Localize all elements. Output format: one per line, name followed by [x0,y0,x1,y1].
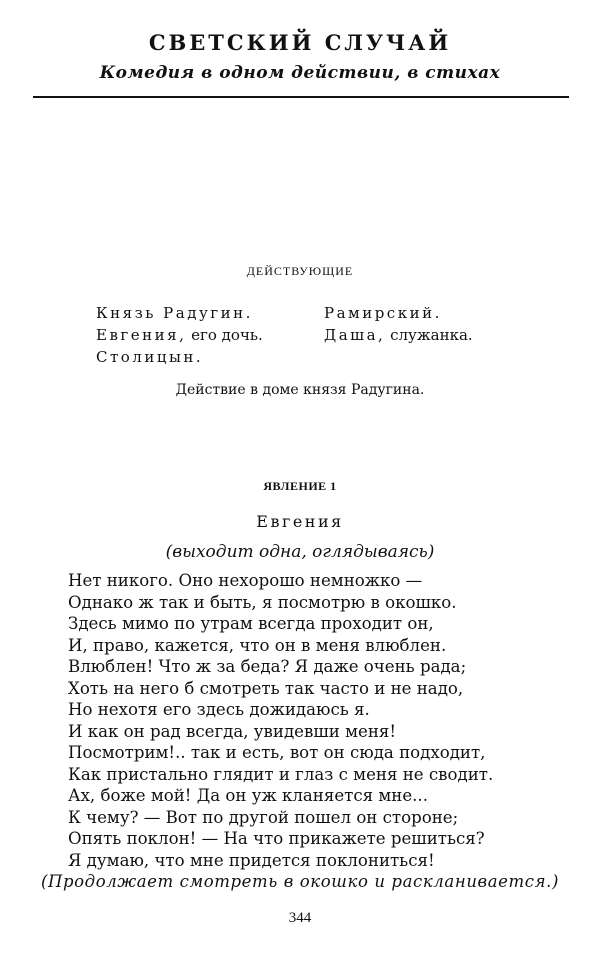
play-subtitle: Комедия в одном действии, в стихах [99,63,501,83]
page-number: 344 [288,910,312,926]
verse-line: Ах, боже мой! Да он уж кланяется мне... [68,786,428,805]
title-divider [33,96,569,98]
closing-stage-direction: (Продолжает смотреть в окошко и раскланивается.) [40,872,560,891]
verse-line: Опять поклон! — На что прикажете решиться? [68,829,485,848]
cast-name: Евгения, [96,326,187,344]
verse-line: Нет никого. Оно нехорошо немножко — [68,571,423,590]
cast-note: его дочь. [191,326,263,344]
verse-line: Однако ж так и быть, я посмотрю в окошко. [68,592,457,612]
verse-line: Как пристально глядит и глаз с меня не сводит. [68,764,494,784]
cast-name: Рамирский. [324,304,442,322]
verse-line: К чему? — Вот по другой пошел он стороне; [68,807,459,827]
verse-line: Но нехотя его здесь дожидаюсь я. [68,700,370,719]
speaker-name: Евгения [256,512,344,531]
cast-name: Столицын. [96,348,204,366]
cast-list-left [96,302,263,368]
cast-heading: ДЕЙСТВУЮЩИЕ [246,264,354,278]
cast-entry [324,302,473,324]
verse-line: И как он рад всегда, увидевши меня! [68,721,397,741]
verse-line: Здесь мимо по утрам всегда проходит он, [68,614,434,633]
verse-line: Влюблен! Что ж за беда? Я даже очень рада; [68,657,467,676]
cast-name: Даша, [324,326,386,344]
cast-entry [96,302,263,324]
cast-list-right [324,302,473,346]
cast-note: служанка. [390,326,473,344]
scene-heading: ЯВЛЕНИЕ 1 [263,479,337,493]
setting-note: Действие в доме князя Радугина. [175,382,425,398]
verse-line: Посмотрим!.. так и есть, вот он сюда подходит, [68,743,486,762]
verse-line: Хоть на него б смотреть так часто и не надо, [68,678,464,698]
verse-line: И, право, кажется, что он в меня влюблен. [68,635,447,655]
verse-block [68,570,493,871]
stage-direction: (выходит одна, оглядываясь) [165,542,435,562]
cast-entry [324,324,473,346]
cast-name: Князь Радугин. [96,304,253,322]
verse-line: Я думаю, что мне придется поклониться! [68,850,435,870]
cast-entry [96,346,263,368]
play-title: СВЕТСКИЙ СЛУЧАЙ [148,30,452,55]
cast-entry [96,324,263,346]
